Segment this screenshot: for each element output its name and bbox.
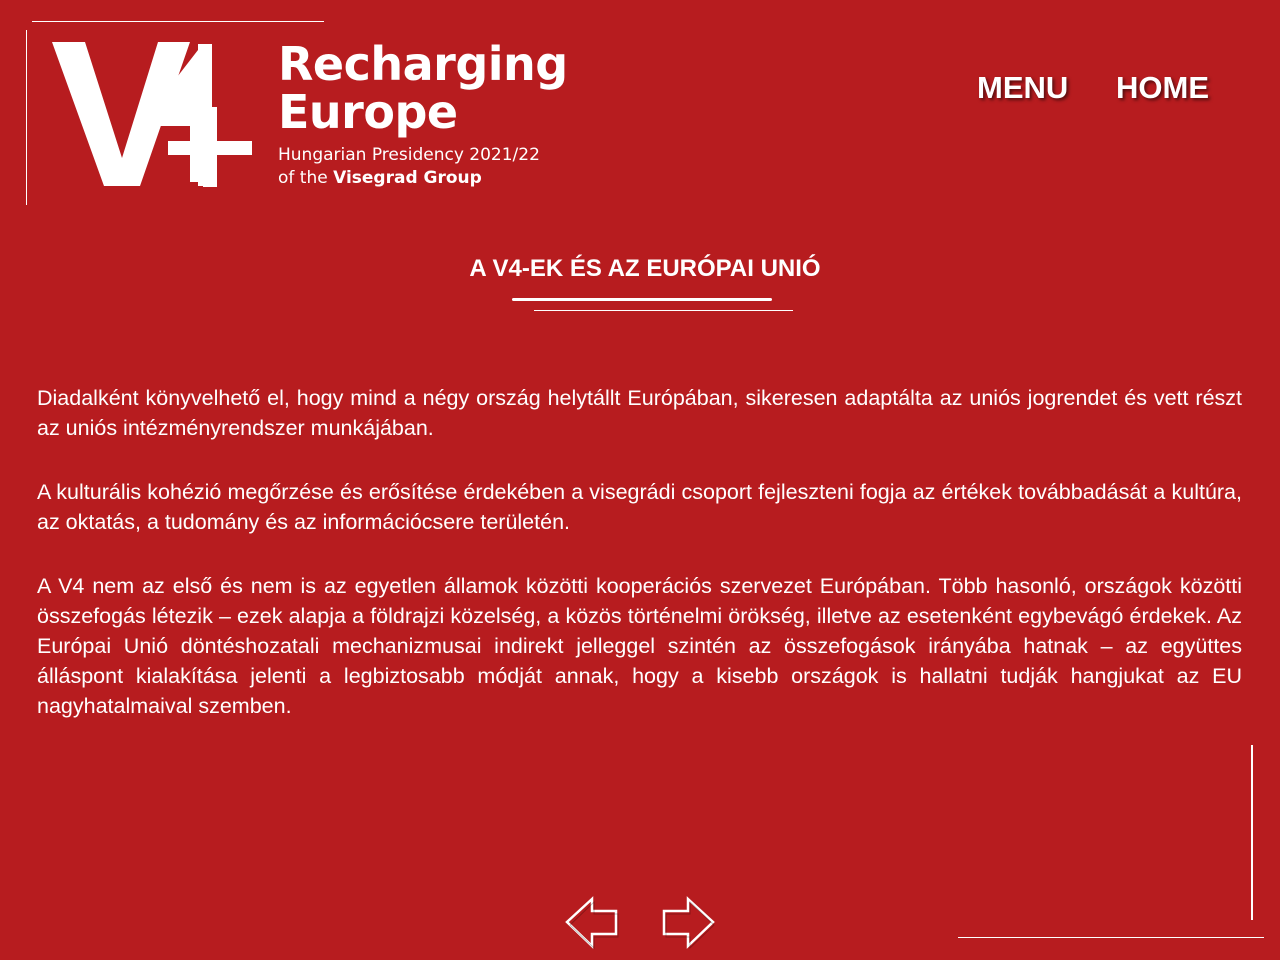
title-underline — [512, 298, 772, 301]
arrow-left-icon[interactable] — [564, 896, 620, 950]
content-body — [37, 383, 1242, 755]
arrow-right-icon[interactable] — [660, 896, 716, 950]
brand-subtitle-prefix: of the — [278, 168, 334, 188]
paragraph-3: A V4 nem az első és nem is az egyetlen államok közötti kooperációs szervezet Európában. Több hasonló, országok közötti összefogás létezik – ezek alapja a földrajzi közelség, a közös történelmi örökség, illetve az esetenként egybevágó érdekek. Az Európai Unió döntéshozatali mechanizmusai indirekt jelleggel szintén az összefogások irányába hatnak – az együttes álláspont kialakítása jelenti a legbiztosabb módját annak, hogy a kisebb országok is hallatni tudják hangjukat az EU nagyhatalmaival szemben. — [37, 574, 1242, 718]
paragraph-1: Diadalként könyvelhető el, hogy mind a négy ország helytállt Európában, sikeresen adaptálta az uniós jogrendet és vett részt az uniós intézményrendszer munkájában. — [37, 386, 1242, 440]
brand-subtitle-bold: Visegrad Group — [333, 168, 482, 188]
decorative-line-bottom — [958, 937, 1264, 938]
home-link[interactable]: HOME — [1116, 70, 1209, 105]
menu-link[interactable]: MENU — [977, 70, 1069, 105]
brand-block — [278, 37, 568, 190]
decorative-line-top — [32, 21, 324, 22]
brand-subtitle-line1: Hungarian Presidency 2021/22 — [278, 145, 540, 165]
decorative-line-left — [26, 30, 27, 205]
brand-title-line1: Recharging — [278, 37, 568, 91]
brand-subtitle — [278, 144, 568, 190]
page-title: A V4-EK ÉS AZ EURÓPAI UNIÓ — [469, 255, 821, 282]
title-underline-thin — [534, 310, 793, 311]
v4-logo — [50, 40, 260, 188]
paragraph-2: A kulturális kohézió megőrzése és erősítése érdekében a visegrádi csoport fejleszteni fogja az értékek továbbadását a kultúra, az oktatás, a tudomány és az információcsere területén. — [37, 480, 1242, 534]
brand-subtitle-line2 — [278, 167, 568, 190]
decorative-line-right — [1251, 745, 1253, 920]
brand-title-line2: Europe — [278, 85, 458, 139]
